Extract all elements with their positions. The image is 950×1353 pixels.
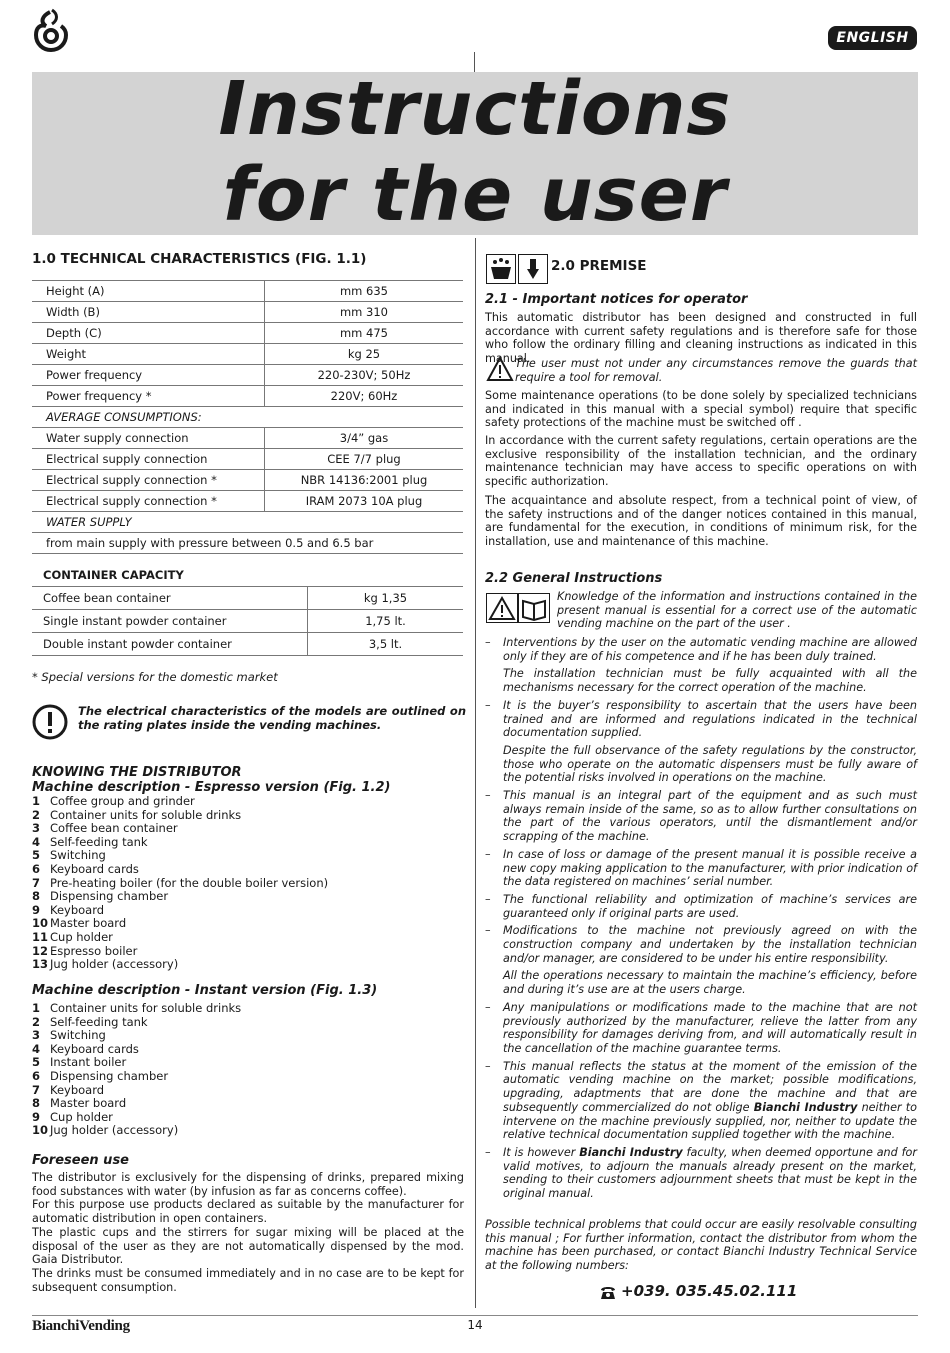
section-heading-premise: 2.0 PREMISE xyxy=(551,258,647,274)
cleaning-icon xyxy=(486,254,516,284)
paragraph: The acquaintance and absolute respect, from a technical point of view, of the safety instructions and of the danger notices contained in this manual, are fundamental for the execution, in conditions of minimum risk, for the installation, use and maintenance of this machine. xyxy=(485,494,917,549)
spec-value: 3/4” gas xyxy=(265,428,464,449)
foreseen-use-text: The distributor is exclusively for the dispensing of drinks, prepared mixing food substances with water (by infusion as far as concerns coffee). For this purpose use products declared as suitable by the manufacturer for automatic distribution in open containers. The plastic cups and the stirrers for sugar mixing will be placed at the disposal of the user as they are not automatically dispensed by the mod. Gaia Distributor. The drinks must be consumed immediately and in no case are to be kept for subsequent consumption. xyxy=(32,1171,464,1294)
exclamation-icon xyxy=(32,704,68,740)
paragraph: This automatic distributor has been designed and constructed in full accordance with current safety regulations and is therefore safe for those who follow the ordinary filling and cleaning instructions as indicated in this manual. xyxy=(485,311,917,366)
warning-box-icon xyxy=(486,593,518,623)
hand-tool-icon xyxy=(518,254,548,284)
spec-value: IRAM 2073 10A plug xyxy=(265,491,464,512)
knowledge-notice: Knowledge of the information and instructions contained in the present manual is essential for a correct use of the automatic vending machine on the part of the user . xyxy=(557,590,917,631)
list-item: 7 Pre-heating boiler (for the double boiler version) xyxy=(32,875,329,890)
spec-label: Weight xyxy=(32,344,265,365)
list-item: 6 Dispensing chamber xyxy=(32,1068,169,1083)
closing-paragraph: Possible technical problems that could occur are easily resolvable consulting this manual ; For further information, contact the distributor from whom the machine has been purchased, or contact Bianchi Industry Technical Service at the following numbers: xyxy=(485,1218,917,1273)
list-item: 3 Switching xyxy=(32,1028,106,1043)
phone-number: +039. 035.45.02.111 xyxy=(621,1282,798,1300)
electrical-warning: The electrical characteristics of the models are outlined on the rating plates inside the vending machines. xyxy=(78,704,466,732)
container-label: Double instant powder container xyxy=(32,633,308,656)
list-item: 9 Cup holder xyxy=(32,1109,113,1124)
section-heading-technical: 1.0 TECHNICAL CHARACTERISTICS (FIG. 1.1) xyxy=(32,251,367,267)
paragraph: In accordance with the current safety regulations, certain operations are the exclusive responsibility of the installation technician, and the ordinary maintenance technician may have access to specific operations on with specific authorization. xyxy=(485,434,917,489)
container-heading: CONTAINER CAPACITY xyxy=(32,564,463,587)
bullet-list xyxy=(485,636,917,1201)
espresso-list xyxy=(32,795,464,972)
footer-brand: BianchiVending xyxy=(32,1318,130,1334)
spec-value: 220V; 60Hz xyxy=(265,386,464,407)
list-item: 8 Dispensing chamber xyxy=(32,889,169,904)
list-item: 4 Self-feeding tank xyxy=(32,834,148,849)
container-label: Single instant powder container xyxy=(32,610,308,633)
spec-value: 220-230V; 50Hz xyxy=(265,365,464,386)
list-item: 9 Keyboard xyxy=(32,902,105,917)
list-item: 5 Switching xyxy=(32,848,106,863)
list-item: 3 Coffee bean container xyxy=(32,821,178,836)
list-item: 13 Jug holder (accessory) xyxy=(32,957,179,972)
list-item: – This manual reflects the status at the moment of the emission of the automatic vending machine on the market; possible modifications, upgrading, adaptments that are done the machine and that are subsequently commercialized do not oblige Bianchi Industry neither to intervene on the machine previously supplied, nor, neither to update the relative technical documentation supplied together with the machine. xyxy=(485,1059,918,1142)
foreseen-use-heading: Foreseen use xyxy=(32,1153,129,1168)
list-item: – Any manipulations or modifications made to the machine that are not previously authorized by the manufacturer, relieve the latter from any responsibility for damages deriving from, and will automatically result in the cancellation of the machine guarantee terms. xyxy=(485,1000,917,1055)
telephone-icon xyxy=(599,1284,617,1300)
general-instructions-heading: 2.2 General Instructions xyxy=(485,571,663,586)
instant-list xyxy=(32,1002,464,1138)
list-item: 4 Keyboard cards xyxy=(32,1041,139,1056)
spec-value: mm 310 xyxy=(265,302,464,323)
spec-label: Height (A) xyxy=(32,281,265,302)
instant-heading: Machine description - Instant version (Fig. 1.3) xyxy=(32,983,378,998)
list-item: 1 Coffee group and grinder xyxy=(32,794,195,808)
spec-label: Power frequency xyxy=(32,365,265,386)
list-item: – In case of loss or damage of the present manual it is possible receive a new copy making application to the manufacturer, with prior indication of the data registered on machines’ serial number. xyxy=(485,847,917,889)
footer-divider xyxy=(32,1315,918,1316)
language-badge: ENGLISH xyxy=(828,26,917,50)
spec-label: Depth (C) xyxy=(32,323,265,344)
list-item: 7 Keyboard xyxy=(32,1082,105,1097)
warning-triangle-icon xyxy=(486,356,514,382)
list-item: 1 Container units for soluble drinks xyxy=(32,1001,242,1015)
list-item: 10 Master board xyxy=(32,916,127,931)
knowing-heading: KNOWING THE DISTRIBUTOR xyxy=(32,765,242,780)
list-item: 12 Espresso boiler xyxy=(32,943,138,958)
spec-label: Width (B) xyxy=(32,302,265,323)
important-notices-heading: 2.1 - Important notices for operator xyxy=(485,292,748,307)
list-item: – The functional reliability and optimization of machine’s services are guaranteed only if original parts are used. xyxy=(485,892,917,920)
list-item: – It is however Bianchi Industry faculty, when deemed opportune and for valid motives, to adjourn the manuals already present on the market, sending to their customers adjournment sheets that must be kept in the original manual. xyxy=(485,1145,917,1201)
spec-value: mm 475 xyxy=(265,323,464,344)
list-item: – Interventions by the user on the automatic vending machine are allowed only if they are of his competence and if he has been duly trained. The installation technician must be fully acquainted with all the mechanisms necessary for the correct operation of the machine. xyxy=(485,636,917,695)
list-item: 8 Master board xyxy=(32,1096,127,1111)
list-item: – This manual is an integral part of the equipment and as such must always remain inside of the same, so as to allow further consultations on the part of the various operators, until the dismantlement and/or scrapping of the machine. xyxy=(485,789,917,844)
list-item: 2 Self-feeding tank xyxy=(32,1014,148,1029)
page-title-line2: for the user xyxy=(222,152,728,238)
list-item: 5 Instant boiler xyxy=(32,1055,127,1070)
column-divider xyxy=(475,238,476,1308)
spec-value: NBR 14136:2001 plug xyxy=(265,470,464,491)
spec-value: CEE 7/7 plug xyxy=(265,449,464,470)
container-table xyxy=(32,564,463,656)
guards-warning: The user must not under any circumstances remove the guards that require a tool for removal. xyxy=(515,357,917,384)
list-item: 10 Jug holder (accessory) xyxy=(32,1123,179,1138)
water-supply-label: WATER SUPPLY xyxy=(32,512,463,533)
espresso-heading: Machine description - Espresso version (Fig. 1.2) xyxy=(32,780,391,795)
spec-label: Water supply connection xyxy=(32,428,265,449)
spec-label: Electrical supply connection * xyxy=(32,470,265,491)
list-item: 2 Container units for soluble drinks xyxy=(32,807,242,822)
container-value: 3,5 lt. xyxy=(308,633,464,656)
brand-logo-icon xyxy=(30,8,70,52)
paragraph: Some maintenance operations (to be done solely by specialized technicians and indicated in this manual with a special symbol) require that specific safety protections of the machine must be switched off . xyxy=(485,389,917,430)
container-value: kg 1,35 xyxy=(308,587,464,610)
list-item: 11 Cup holder xyxy=(32,929,113,944)
page-number: 14 xyxy=(467,1318,483,1332)
avg-consumptions-label: AVERAGE CONSUMPTIONS: xyxy=(32,407,463,428)
spec-table xyxy=(32,280,463,554)
water-supply-text: from main supply with pressure between 0.5 and 6.5 bar xyxy=(32,533,463,554)
list-item: – It is the buyer’s responsibility to ascertain that the users have been trained and are informed and regulations indicated in the technical documentation supplied. Despite the full observance of the safety regulations by the constructor, those who operate on the automatic dispensers must be fully aware of the potential risks involved in operations on the machine. xyxy=(485,698,917,785)
spec-label: Electrical supply connection xyxy=(32,449,265,470)
special-versions-note: * Special versions for the domestic market xyxy=(32,670,278,684)
list-item: – Modifications to the machine not previously agreed on with the construction company and undertaken by the installation technician and/or manager, are considered to be under his entire responsibility. All the operations necessary to maintain the machine’s efficiency, before and during it’s use are at the users charge. xyxy=(485,924,917,997)
container-label: Coffee bean container xyxy=(32,587,308,610)
spec-value: kg 25 xyxy=(265,344,464,365)
container-value: 1,75 lt. xyxy=(308,610,464,633)
spec-label: Power frequency * xyxy=(32,386,265,407)
spec-value: mm 635 xyxy=(265,281,464,302)
page-title-line1: Instructions xyxy=(218,66,732,152)
list-item: 6 Keyboard cards xyxy=(32,861,139,876)
manual-book-icon xyxy=(518,593,550,623)
spec-label: Electrical supply connection * xyxy=(32,491,265,512)
